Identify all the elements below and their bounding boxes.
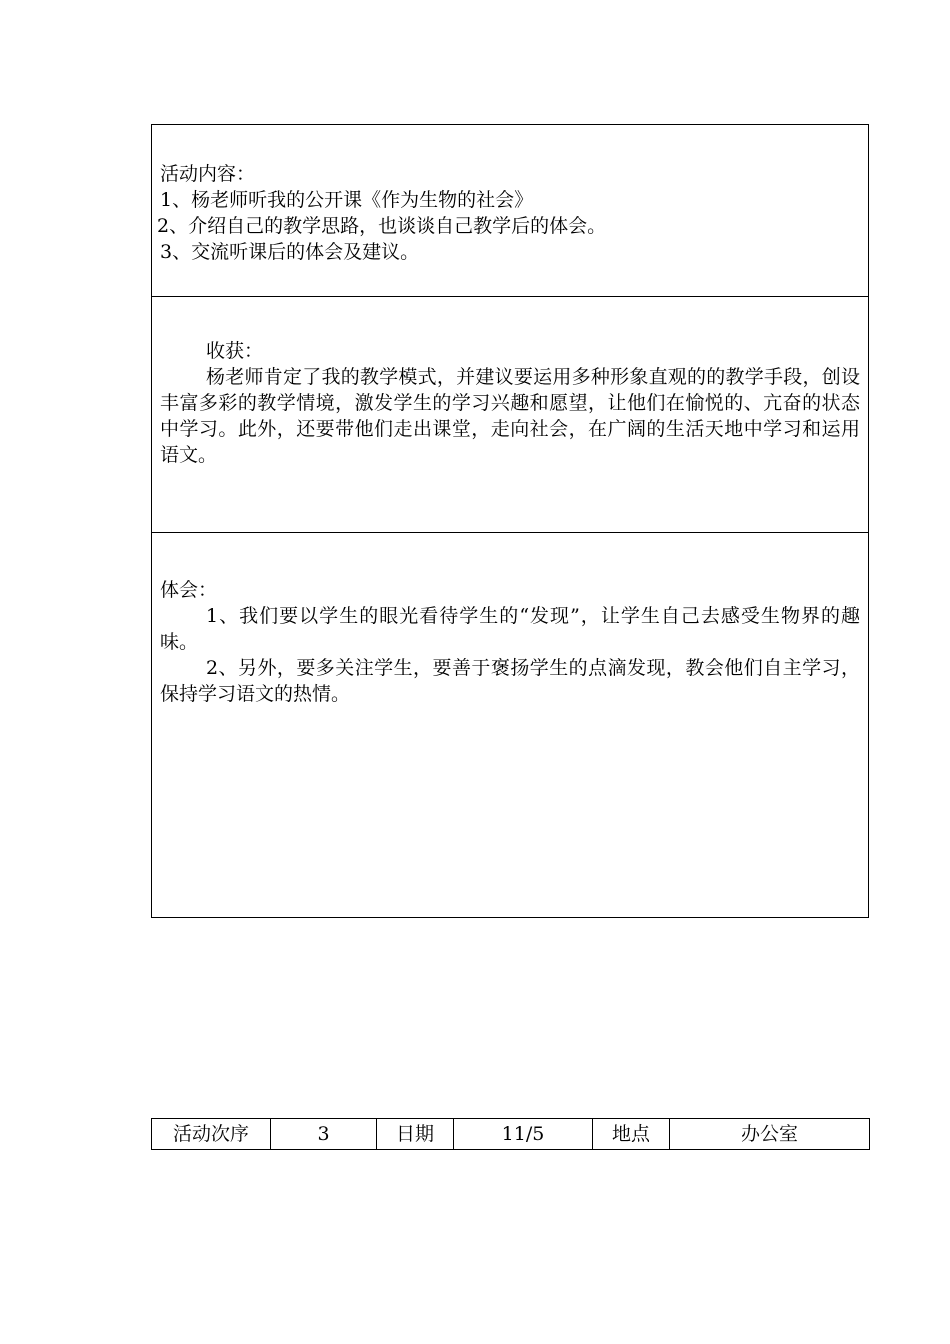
harvest-title: 收获： bbox=[206, 340, 264, 362]
harvest-section bbox=[152, 297, 868, 533]
activity-info-table bbox=[151, 1118, 870, 1150]
activity-content-section bbox=[152, 125, 868, 297]
reflection-paragraph-2: 2、另外，要多关注学生，要善于褒扬学生的点滴发现，教会他们自主学习，保持学习语文的热情。 bbox=[160, 657, 860, 705]
activity-record-box bbox=[151, 124, 869, 918]
date-value: 11/5 bbox=[454, 1119, 593, 1150]
reflection-section bbox=[152, 533, 868, 917]
activity-content-item-2: 2、介绍自己的教学思路，也谈谈自己教学后的体会。 bbox=[157, 215, 607, 237]
reflection-title: 体会： bbox=[160, 579, 218, 601]
activity-content-item-3: 3、交流听课后的体会及建议。 bbox=[160, 241, 420, 263]
table-row bbox=[152, 1119, 870, 1150]
place-value: 办公室 bbox=[670, 1119, 870, 1150]
reflection-paragraph-1: 1、我们要以学生的眼光看待学生的“发现”，让学生自己去感受生物界的趣味。 bbox=[160, 605, 860, 653]
activity-content-item-1: 1、杨老师听我的公开课《作为生物的社会》 bbox=[160, 189, 534, 211]
place-label: 地点 bbox=[593, 1119, 670, 1150]
harvest-paragraph: 杨老师肯定了我的教学模式，并建议要运用多种形象直观的的教学手段，创设丰富多彩的教学情境，激发学生的学习兴趣和愿望，让他们在愉悦的、亢奋的状态中学习。此外，还要带他们走出课堂，走向社会，在广阔的生活天地中学习和运用语文。 bbox=[160, 366, 860, 466]
order-label: 活动次序 bbox=[152, 1119, 271, 1150]
activity-content-title: 活动内容： bbox=[160, 163, 256, 185]
date-label: 日期 bbox=[377, 1119, 454, 1150]
order-value: 3 bbox=[271, 1119, 377, 1150]
